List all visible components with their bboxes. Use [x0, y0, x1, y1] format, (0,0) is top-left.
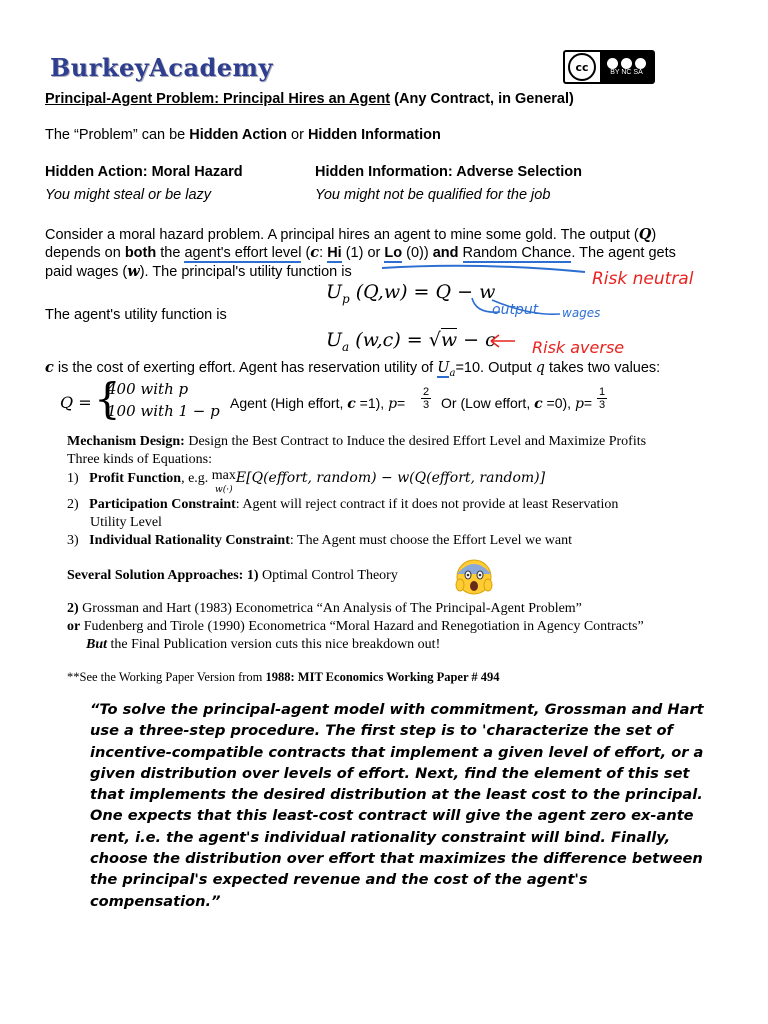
hidden-information-term: Hidden Information	[307, 127, 441, 143]
cost-a: is the cost of exerting effort. Agent has reservation utility of	[53, 360, 438, 376]
mechanism-text: Design the Best Contract to Induce the desired Effort Level and Maximize Profits	[184, 434, 647, 449]
i2-text: : Agent will reject contract if it does not provide at least Reservation	[235, 497, 619, 512]
grossman-hart-line	[67, 600, 582, 618]
i1-num: 1)	[67, 471, 79, 486]
solutions-two-text: Grossman and Hart (1983) Econometrica “An Analysis of The Principal-Agent Problem”	[78, 601, 582, 616]
solutions-but: But	[86, 637, 108, 652]
mechanism-line	[67, 433, 646, 451]
p2-hi: Hi	[327, 245, 342, 261]
agent-utility-equation	[326, 329, 496, 354]
note-b: 1988: MIT Economics Working Paper # 494	[265, 670, 500, 684]
p3-w: w	[127, 263, 140, 280]
ua-w: w	[440, 329, 458, 351]
low-a: Or (Low effort,	[441, 395, 535, 411]
cc-by-nc-sa-icon	[563, 50, 655, 84]
solutions-or: or	[67, 619, 81, 634]
problem-line	[45, 126, 441, 145]
ua-rest1: (w,c) =	[349, 329, 429, 351]
i1-formula: E[Q(effort, random) − w(Q(effort, random)]	[235, 470, 546, 486]
agent-utility-label: The agent's utility function is	[45, 307, 227, 323]
p2-effort: agent's effort level	[184, 245, 302, 261]
profit-function-item	[67, 469, 545, 497]
up-rest: (Q,w) = Q − w	[349, 281, 496, 303]
paragraph-line-1	[45, 225, 656, 245]
low-p: p	[574, 396, 584, 412]
p2-a: depends on	[45, 245, 125, 261]
solutions-label: Several Solution Approaches:	[67, 568, 244, 583]
blue-underline-annotation	[380, 258, 590, 278]
up-sub: p	[342, 291, 350, 306]
i1-label: Profit Function	[89, 471, 182, 486]
cc-icon: cc	[568, 53, 596, 81]
p2-c2: :	[319, 245, 328, 261]
screaming-face-icon	[454, 556, 494, 596]
high-p: p	[388, 396, 398, 412]
low-c: c	[534, 396, 543, 412]
q-bottom: 100 with 1 − p	[107, 402, 220, 420]
high-c: c	[347, 396, 356, 412]
participation-item-cont: Utility Level	[90, 515, 162, 530]
cost-c2: takes two values:	[544, 360, 661, 376]
license-icons	[600, 52, 653, 82]
grossman-hart-quote: “To solve the principal-agent model with commitment, Grossman and Hart use a three-step procedure. The first step is to 'characterize the set of incentive-compatible contracts that implement a given level of effort, or a given distribution over levels of effort. Next, find the element of this set that implements the desired distribution at the least cost to the principal. One expects that this least-cost contract will give the agent zero ex-ante rent, i.e. the agent's individual rationality constraint will bind. Finally, choose the distribution over effort that maximizes the difference between the principal's expected revenue and the cost of the agent's compensation.”	[90, 701, 704, 910]
adverse-selection-text: You might not be qualified for the job	[315, 187, 551, 203]
p3-a: paid wages (	[45, 264, 128, 280]
p2-e: (0))	[402, 245, 433, 261]
high-effort-text	[230, 394, 405, 414]
adverse-selection-heading: Hidden Information: Adverse Selection	[315, 164, 582, 180]
p2-b: the	[156, 245, 185, 261]
high-num: 2	[422, 386, 430, 398]
solutions-two: 2)	[67, 601, 79, 616]
sqrt-icon: √	[428, 329, 441, 351]
p3-b: ). The principal's utility function is	[139, 264, 352, 280]
rationality-item	[67, 532, 572, 550]
page-title	[45, 90, 574, 109]
low-eq: =	[583, 395, 593, 411]
low-b: =0),	[542, 395, 575, 411]
up-symbol: U	[326, 281, 343, 303]
solutions-line	[67, 567, 398, 585]
mechanism-label: Mechanism Design:	[67, 434, 185, 449]
p2-both: both	[124, 245, 157, 261]
solutions-one: 1)	[243, 568, 259, 583]
ua-sub: a	[342, 339, 350, 354]
p2-c1: (	[301, 245, 311, 261]
cost-ua-sub: a	[449, 367, 456, 379]
cost-q: q	[535, 360, 545, 376]
hidden-action-term: Hidden Action	[189, 127, 287, 143]
q-lhs: Q =	[60, 393, 92, 412]
low-num: 1	[598, 386, 606, 398]
brace-icon: {	[94, 374, 121, 423]
p2-c: c	[310, 244, 320, 261]
p2-lo: Lo	[384, 245, 403, 261]
participation-item	[67, 496, 618, 514]
burkey-academy-logo: BurkeyAcademy	[50, 53, 273, 82]
high-eq: =	[397, 395, 406, 411]
low-den: 3	[598, 399, 606, 411]
solutions-one-text: Optimal Control Theory	[258, 568, 398, 583]
i2-label: Participation Constraint	[89, 497, 236, 512]
cost-ua: U	[437, 360, 450, 376]
p2-d: (1) or	[341, 245, 385, 261]
title-sub: (Any Contract, in General)	[394, 91, 574, 107]
max-operator	[212, 469, 236, 497]
low-fraction	[597, 386, 607, 411]
license-labels: BY NC SA	[610, 69, 643, 76]
red-arrow-annotation	[487, 330, 535, 352]
i3-num: 3)	[67, 533, 79, 548]
working-paper-note	[67, 668, 500, 686]
high-b: =1),	[355, 395, 389, 411]
moral-hazard-heading: Hidden Action: Moral Hazard	[45, 164, 243, 180]
annotation-risk-averse: Risk averse	[532, 338, 625, 357]
i1-text: , e.g.	[181, 471, 212, 486]
solutions-or-text: Fudenberg and Tirole (1990) Econometrica “Moral Hazard and Renegotiation in Agency Contracts”	[80, 619, 644, 634]
i1-sub: w(·)	[215, 485, 233, 495]
paragraph-line-3	[45, 262, 352, 282]
fudenberg-line	[67, 618, 644, 636]
cost-c: c	[45, 359, 54, 376]
p1-text-a: Consider a moral hazard problem. A principal hires an agent to mine some gold. The output (	[45, 227, 639, 243]
moral-hazard-text: You might steal or be lazy	[45, 187, 212, 203]
i1-max: max	[211, 468, 236, 483]
solutions-but-text: the Final Publication version cuts this nice breakdown out!	[107, 637, 441, 652]
q-symbol: Q	[638, 226, 652, 243]
title-main: Principal-Agent Problem: Principal Hires an Agent	[45, 91, 391, 107]
annotation-output: output	[492, 302, 539, 318]
low-effort-text	[441, 394, 592, 414]
high-fraction	[421, 386, 431, 411]
high-a: Agent (High effort,	[230, 395, 348, 411]
annotation-risk-neutral: Risk neutral	[592, 269, 694, 289]
p2-random: Random Chance	[462, 245, 572, 261]
high-den: 3	[422, 399, 430, 411]
ua-rest2: − c	[457, 329, 496, 351]
problem-or: or	[287, 127, 308, 143]
note-a: **See the Working Paper Version from	[67, 670, 266, 684]
i2-num: 2)	[67, 497, 79, 512]
p2-g: . The agent gets	[571, 245, 676, 261]
cost-b: =10. Output	[455, 360, 536, 376]
i3-label: Individual Rationality Constraint	[89, 533, 290, 548]
annotation-wages: wages	[562, 306, 601, 320]
three-kinds: Three kinds of Equations:	[67, 452, 213, 467]
final-publication-line	[86, 636, 440, 654]
q-top: 400 with p	[107, 380, 189, 398]
i3-text: : The Agent must choose the Effort Level we want	[289, 533, 573, 548]
ua-symbol: U	[326, 329, 343, 351]
problem-prefix: The “Problem” can be	[45, 127, 190, 143]
p1-text-b: )	[651, 227, 657, 243]
p2-and: and	[432, 245, 459, 261]
